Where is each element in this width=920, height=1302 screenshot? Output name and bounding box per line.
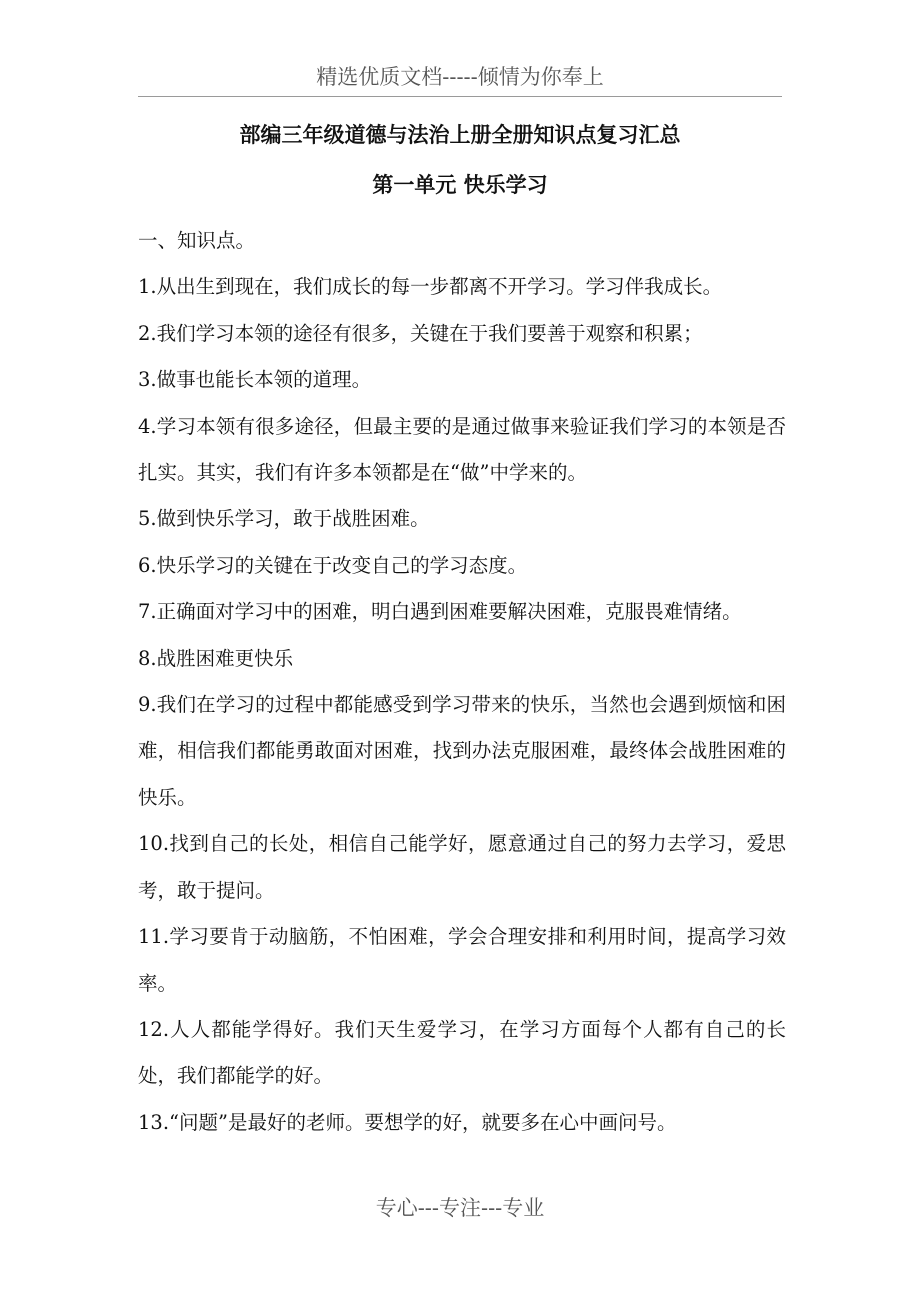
knowledge-item-10: 10.找到自己的长处，相信自己能学好，愿意通过自己的努力去学习，爱思考，敢于提问。 xyxy=(138,832,786,902)
knowledge-item-7: 7.正确面对学习中的困难，明白遇到困难要解决困难，克服畏难情绪。 xyxy=(138,600,742,624)
knowledge-item-4: 4.学习本领有很多途径，但最主要的是通过做事来验证我们学习的本领是否扎实。其实，我们有许多本领都是在“做”中学来的。 xyxy=(138,414,786,485)
knowledge-item-3: 3.做事也能长本领的道理。 xyxy=(138,368,372,392)
section-heading: 一、知识点。 xyxy=(138,229,256,252)
knowledge-item-1: 1.从出生到现在，我们成长的每一步都离不开学习。学习伴我成长。 xyxy=(138,275,723,299)
knowledge-item-5: 5.做到快乐学习，敢于战胜困难。 xyxy=(138,507,430,531)
knowledge-item-8: 8.战胜困难更快乐 xyxy=(138,646,294,670)
page-footer: 专心---专注---专业 xyxy=(375,1196,545,1220)
knowledge-item-6: 6.快乐学习的关键在于改变自己的学习态度。 xyxy=(138,553,528,577)
unit-title: 第一单元 快乐学习 xyxy=(372,172,548,197)
knowledge-item-13: 13.“问题”是最好的老师。要想学的好，就要多在心中画问号。 xyxy=(138,1110,677,1134)
document-body xyxy=(138,218,786,1146)
document-title: 部编三年级道德与法治上册全册知识点复习汇总 xyxy=(239,122,681,147)
header-divider xyxy=(138,96,782,97)
knowledge-item-12: 12.人人都能学得好。我们天生爱学习，在学习方面每个人都有自己的长处，我们都能学的好。 xyxy=(138,1017,786,1088)
knowledge-item-11: 11.学习要肯于动脑筋，不怕困难，学会合理安排和利用时间，提高学习效率。 xyxy=(138,925,786,995)
knowledge-item-9: 9.我们在学习的过程中都能感受到学习带来的快乐，当然也会遇到烦恼和困难，相信我们都能勇敢面对困难，找到办法克服困难，最终体会战胜困难的快乐。 xyxy=(138,693,786,809)
knowledge-item-2: 2.我们学习本领的途径有很多，关键在于我们要善于观察和积累； xyxy=(138,321,703,345)
page-header: 精选优质文档-----倾情为你奉上 xyxy=(316,65,604,89)
